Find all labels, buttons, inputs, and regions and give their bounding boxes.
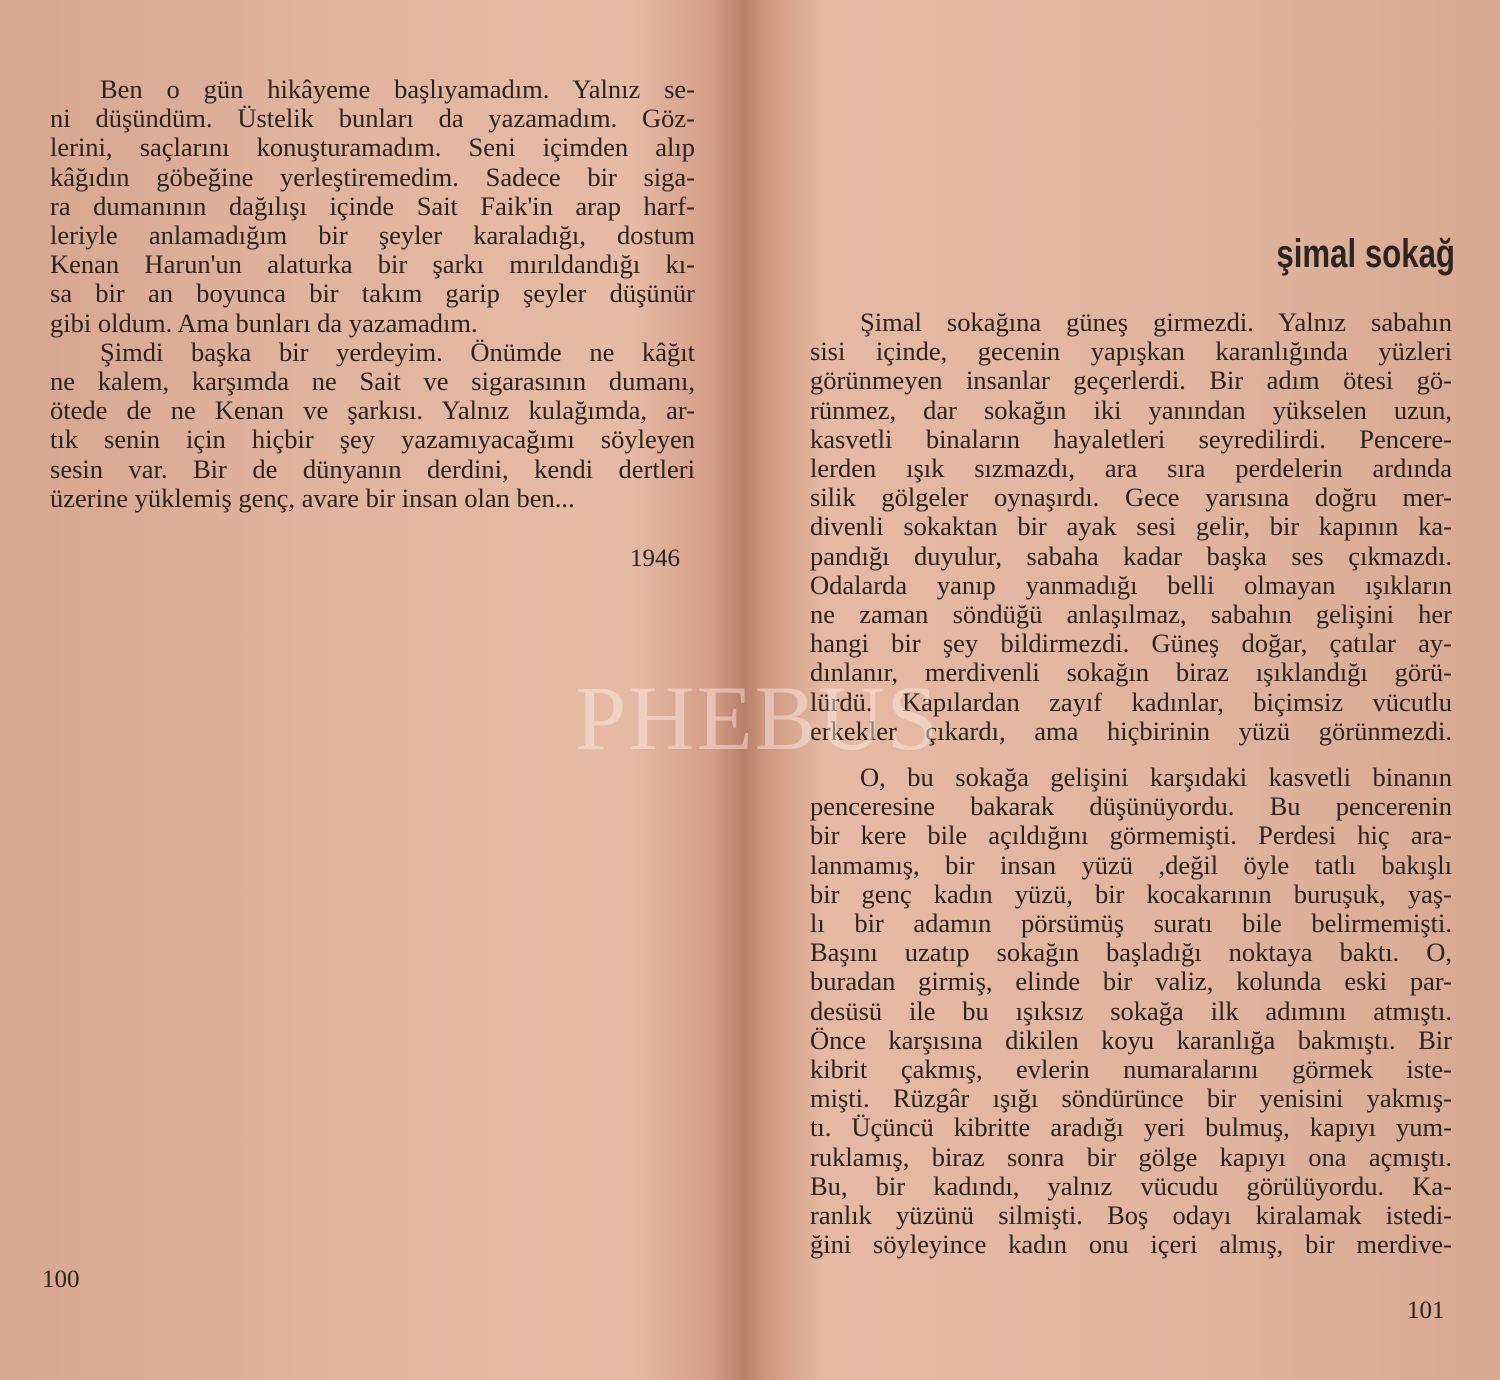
date-year: 1946: [630, 545, 680, 572]
text-line: kâğıdın göbeğine yerleştiremedim. Sadece bir siga-: [50, 161, 695, 192]
text-line: ni düşündüm. Üstelik bunları da yazamadım. Göz-: [50, 103, 695, 134]
text-line: Önce karşısına dikilen koyu karanlığa bakmıştı. Bir: [810, 1024, 1452, 1055]
text-line: bir kere bile açıldığını görmemişti. Perdesi hiç ara-: [810, 820, 1452, 851]
text-line: ötede de ne Kenan ve şarkısı. Yalnız kulağımda, ar-: [50, 395, 695, 426]
chapter-title: şimal sokağ: [1276, 232, 1455, 276]
text-line: ranlık yüzünü silmişti. Boş odayı kiralamak istedi-: [810, 1200, 1452, 1231]
text-line: ne kalem, karşımda ne Sait ve sigarasının dumanı,: [50, 366, 695, 397]
text-line: ne zaman söndüğü anlaşılmaz, sabahın gelişini her: [810, 599, 1452, 630]
text-line: divenli sokaktan bir ayak sesi gelir, bir kapının ka-: [810, 511, 1452, 542]
text-line: hangi bir şey bildirmezdi. Güneş doğar, çatılar ay-: [810, 628, 1452, 659]
text-line: rünmez, dar sokağın iki yanından yükselen uzun,: [810, 394, 1452, 425]
text-line: gibi oldum. Ama bunları da yazamadım.: [50, 307, 478, 338]
text-line: mişti. Rüzgâr ışığı söndürünce bir yenisini yakmış-: [810, 1083, 1452, 1114]
text-line: buradan girmiş, elinde bir valiz, kolunda eski par-: [810, 966, 1452, 997]
text-line: Kenan Harun'un alaturka bir şarkı mırıldandığı kı-: [50, 249, 695, 280]
text-line: Başını uzatıp sokağın başladığı noktaya baktı. O,: [810, 937, 1452, 968]
text-line: O, bu sokağa gelişini karşıdaki kasvetli binanın: [860, 762, 1452, 792]
text-line: sa bir an boyunca bir takım garip şeyler düşünür: [50, 278, 695, 309]
text-line: silik gölgeler oynaşırdı. Gece yarısına doğru mer-: [810, 482, 1452, 513]
text-line: dınlanır, merdivenli sokağın biraz ışıklandığı görü-: [810, 657, 1452, 688]
text-line: ra dumanının dağılışı içinde Sait Faik'in arap harf-: [50, 190, 695, 221]
text-line: sisi içinde, gecenin yapışkan karanlığında yüzleri: [810, 336, 1452, 367]
text-line: lerini, saçlarını konuşturamadım. Seni içimden alıp: [50, 132, 695, 163]
text-line: erkekler çıkardı, ama hiçbirinin yüzü görünmezdi.: [810, 715, 1452, 746]
text-line: üzerine yüklemiş genç, avare bir insan olan ben...: [50, 482, 575, 513]
text-line: Şimal sokağına güneş girmezdi. Yalnız sabahın: [860, 307, 1452, 337]
text-line: kibrit çakmış, evlerin numaralarını görmek iste-: [810, 1054, 1452, 1085]
text-line: lerden ışık sızmazdı, ara sıra perdelerin ardında: [810, 453, 1452, 484]
text-line: Şimdi başka bir yerdeyim. Önümde ne kâğıt: [100, 336, 695, 367]
text-line: görünmeyen insanlar geçerlerdi. Bir adım ötesi gö-: [810, 365, 1452, 396]
paragraph-2: [810, 763, 1452, 1259]
text-line: leriyle anlamadığım bir şeyler karaladığı, dostum: [50, 220, 695, 251]
text-line: lı bir adamın pörsümüş suratı bile belirmemişti.: [810, 908, 1452, 939]
text-line: kasvetli binaların hayaletleri seyredilirdi. Pencere-: [810, 423, 1452, 454]
text-line: tı. Üçüncü kibritte aradığı yeri bulmuş, kapıyı yum-: [810, 1112, 1452, 1143]
text-line: tık senin için hiçbir şey yazamıyacağımı söyleyen: [50, 424, 695, 455]
page-number-right: 101: [1407, 1297, 1445, 1324]
text-line: Bu, bir kadındı, yalnız vücudu görülüyordu. Ka-: [810, 1170, 1452, 1201]
watermark: PHEBUS: [575, 667, 940, 769]
text-line: ruklamış, biraz sonra bir gölge kapıyı ona açmıştı.: [810, 1141, 1452, 1172]
text-line: desüsü ile bu ışıksız sokağa ilk adımını atmıştı.: [810, 995, 1452, 1026]
text-line: bir genç kadın yüzü, bir kocakarının buruşuk, yaş-: [810, 878, 1452, 909]
text-line: ğini söyleyince kadın onu içeri almış, bir merdive-: [810, 1229, 1452, 1260]
text-line: penceresine bakarak düşünüyordu. Bu pencerenin: [810, 791, 1452, 822]
text-line: Odalarda yanıp yanmadığı belli olmayan ışıkların: [810, 569, 1452, 600]
page-number-left: 100: [42, 1266, 80, 1293]
text-line: lanmamış, bir insan yüzü ,değil öyle tatlı bakışlı: [810, 849, 1452, 880]
text-line: lürdü. Kapılardan zayıf kadınlar, biçimsiz vücutlu: [810, 686, 1452, 717]
text-line: Ben o gün hikâyeme başlıyamadım. Yalnız se-: [100, 74, 695, 104]
text-line: sesin var. Bir de dünyanın derdini, kendi dertleri: [50, 453, 695, 484]
left-page-text: [50, 75, 695, 513]
text-line: pandığı duyulur, sabaha kadar başka ses çıkmazdı.: [810, 540, 1452, 571]
